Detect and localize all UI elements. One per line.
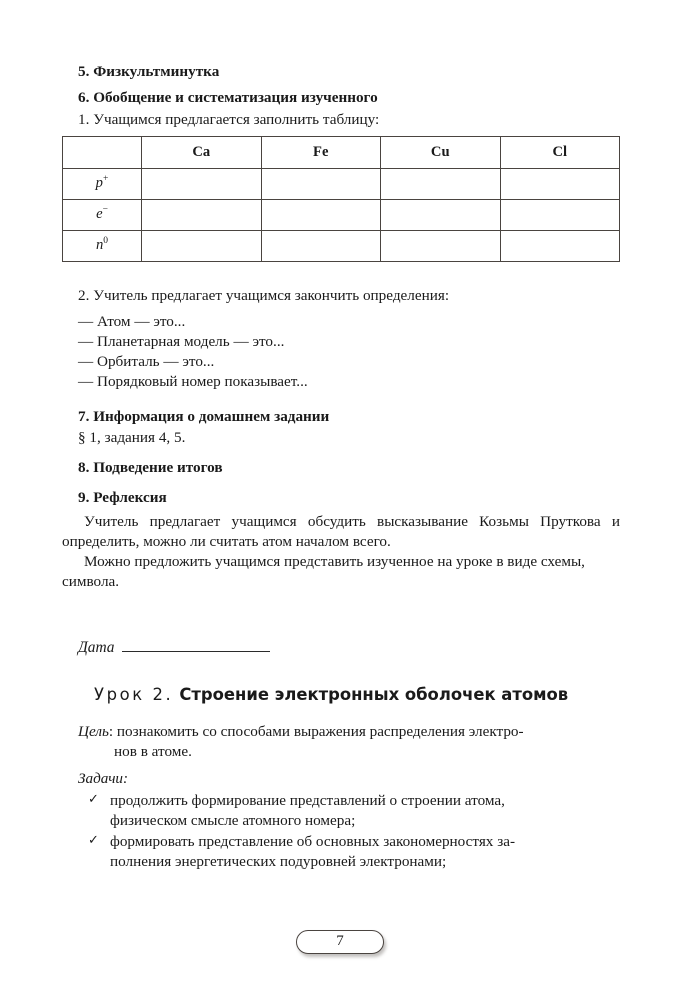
- aim-label: Цель: [78, 722, 109, 740]
- table-row: [63, 199, 620, 230]
- table-cell[interactable]: [142, 199, 262, 230]
- section-heading-7: 7. Информация о домашнем задании: [78, 407, 330, 425]
- check-icon: ✓: [88, 791, 99, 807]
- date-line: [62, 639, 620, 657]
- table-row: [63, 230, 620, 261]
- aim-separator: :: [108, 722, 117, 740]
- section-heading-8: 8. Подведение итогов: [78, 459, 223, 477]
- section-6-item-2: 2. Учитель предлагает учащимся закончить определения:: [78, 286, 450, 304]
- lesson-aim: [62, 722, 620, 762]
- table-cell[interactable]: [500, 199, 620, 230]
- task-line-1: формировать представление об основных закономерностях за-: [110, 833, 515, 851]
- section-9-paragraph-1: Учитель предлагает учащимся обсудить высказывание Козьмы Пруткова и определить, можно ли считать атом началом всего.: [62, 512, 620, 551]
- tasks-list: [62, 791, 620, 873]
- table-header-cu: Cu: [381, 136, 501, 168]
- check-icon: ✓: [88, 833, 99, 849]
- row-label-proton: p+: [63, 168, 142, 199]
- list-item: — Атом — это...: [78, 312, 186, 330]
- section-heading-6: 6. Обобщение и систематизация изученного: [78, 88, 378, 106]
- aim-line-2: нов в атоме.: [114, 742, 192, 760]
- list-item: — Планетарная модель — это...: [78, 332, 285, 350]
- list-item: [78, 791, 620, 831]
- date-blank-rule[interactable]: [122, 651, 270, 652]
- table-cell[interactable]: [381, 168, 501, 199]
- table-header-ca: Ca: [142, 136, 262, 168]
- task-line-2: физическом смысле атомного номера;: [110, 812, 356, 830]
- table-header-row: [63, 136, 620, 168]
- table-cell[interactable]: [142, 230, 262, 261]
- table-row: [63, 168, 620, 199]
- table-cell[interactable]: [142, 168, 262, 199]
- lesson-title: Строение электронных оболочек атомов: [179, 684, 569, 704]
- tasks-label: Задачи:: [78, 769, 129, 787]
- table-header-fe: Fe: [261, 136, 381, 168]
- task-line-1: продолжить формирование представлений о строении атома,: [110, 791, 505, 809]
- aim-line-1: познакомить со способами выражения распределения электро-: [116, 722, 524, 740]
- definitions-list: [62, 312, 620, 393]
- table-header-corner: [63, 136, 142, 168]
- section-heading-9: 9. Рефлексия: [78, 489, 167, 507]
- section-7-text: § 1, задания 4, 5.: [78, 429, 186, 447]
- table-cell[interactable]: [261, 199, 381, 230]
- list-item: — Порядковый номер показывает...: [78, 373, 308, 391]
- section-6-item-1: 1. Учащимся предлагается заполнить таблицу:: [78, 110, 380, 128]
- date-label: Дата: [78, 638, 115, 656]
- lesson-number: Урок 2.: [94, 684, 174, 704]
- section-9-paragraph-2: Можно предложить учащимся представить изученное на уроке в виде схемы, символа.: [62, 553, 585, 591]
- page-number-container: [0, 930, 680, 954]
- row-label-neutron: $n^0$: [63, 230, 142, 261]
- table-cell[interactable]: [381, 230, 501, 261]
- list-item: — Орбиталь — это...: [78, 353, 215, 371]
- lesson-heading: [62, 685, 620, 704]
- particles-table: [62, 136, 620, 262]
- table-cell[interactable]: [261, 230, 381, 261]
- table-cell[interactable]: [500, 168, 620, 199]
- table-cell[interactable]: [381, 199, 501, 230]
- row-label-electron: e−: [63, 199, 142, 230]
- task-line-2: полнения энергетических подуровней электронами;: [110, 853, 447, 871]
- table-header-cl: Cl: [500, 136, 620, 168]
- table-cell[interactable]: [261, 168, 381, 199]
- list-item: [78, 832, 620, 872]
- page-number-badge: 7: [296, 930, 384, 954]
- table-cell[interactable]: [500, 230, 620, 261]
- section-heading-5: 5. Физкультминутка: [78, 63, 220, 80]
